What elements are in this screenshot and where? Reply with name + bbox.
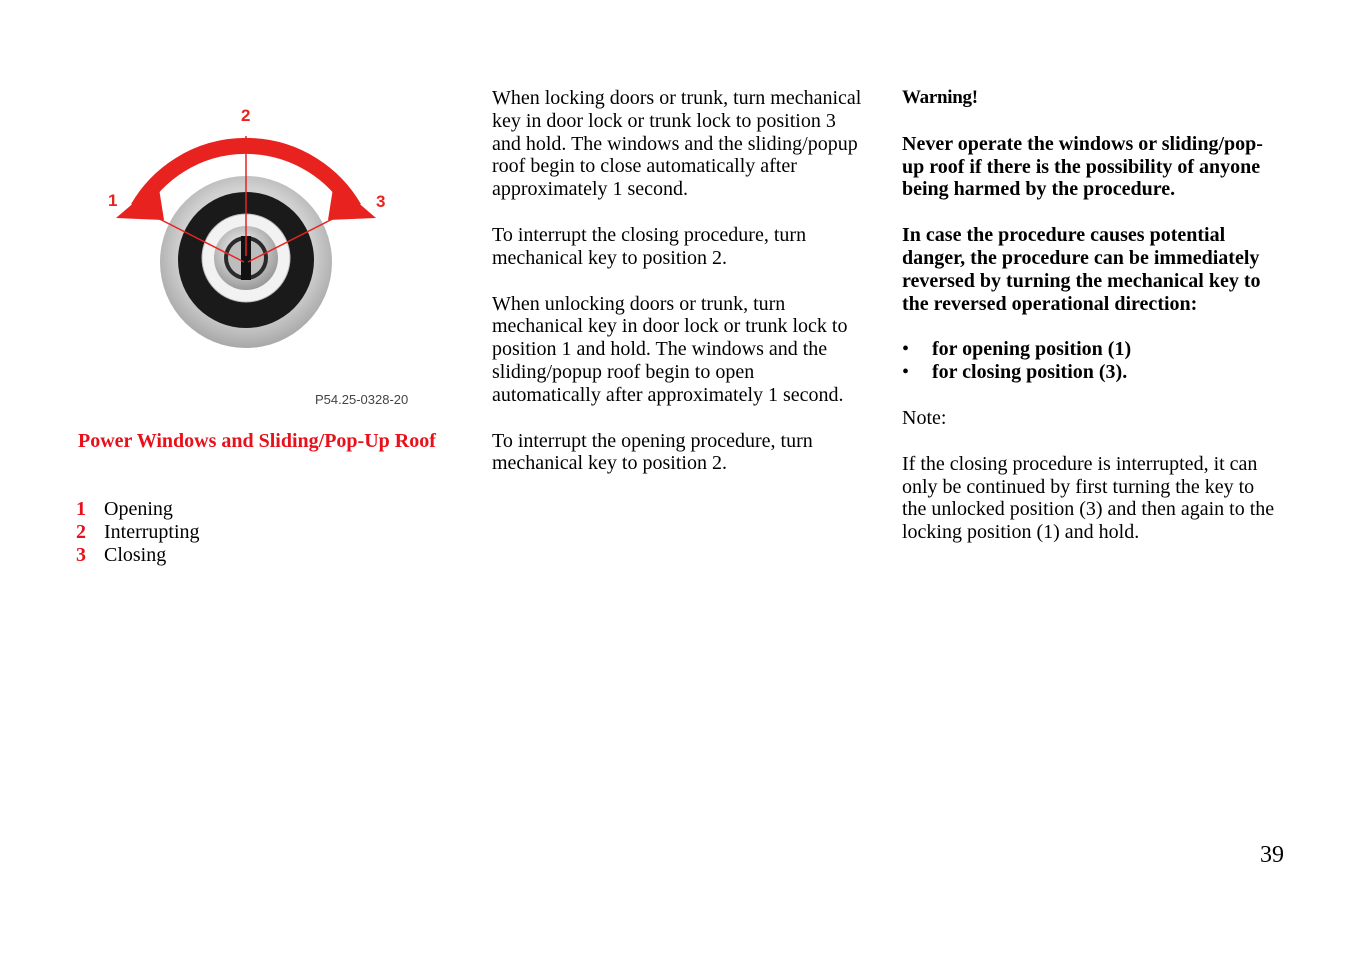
bullet: • <box>902 338 910 361</box>
list-item-text: for closing position (3). <box>932 361 1128 384</box>
label-position-2: 2 <box>241 106 251 125</box>
legend-item <box>76 498 200 521</box>
warning-paragraph-2: In case the procedure causes potential danger, the procedure can be immediately reversed by turning the mechanical key to the reversed operational direction: <box>902 224 1261 315</box>
note-text: If the closing procedure is interrupted, it can only be continued by first turning the key to the unlocked position (3) and then again to the locking position (1) and hold. <box>902 452 1275 544</box>
caption-title: Power Windows and Sliding/Pop-Up Roof <box>78 430 436 452</box>
list-item <box>902 361 1282 384</box>
instructions-column <box>492 87 862 498</box>
legend-item <box>76 521 200 544</box>
paragraph-unlocking: When unlocking doors or trunk, turn mechanical key in door lock or trunk lock to position 1 and hold. The windows and the sliding/popup roof begin to open automatically after approximately 1 second. <box>492 292 848 406</box>
paragraph-interrupt-opening: To interrupt the opening procedure, turn mechanical key to position 2. <box>492 429 813 475</box>
legend-item <box>76 544 200 567</box>
legend-label: Opening <box>104 498 173 520</box>
paragraph-locking: When locking doors or trunk, turn mechanical key in door lock or trunk lock to position 3 and hold. The windows and the sliding/popup roof begin to close automatically after approximately 1 second. <box>492 87 862 201</box>
figure-legend <box>76 498 200 567</box>
warning-paragraph-1: Never operate the windows or sliding/pop-up roof if there is the possibility of anyone being harmed by the procedure. <box>902 132 1263 201</box>
paragraph-interrupt-closing: To interrupt the closing procedure, turn mechanical key to position 2. <box>492 223 807 269</box>
note-label: Note: <box>902 406 947 429</box>
list-item <box>902 338 1282 361</box>
arrow-head-left <box>116 182 164 220</box>
list-item-text: for opening position (1) <box>932 338 1132 361</box>
figure-code: P54.25-0328-20 <box>315 392 409 407</box>
legend-label: Interrupting <box>104 521 200 543</box>
warning-column <box>902 87 1282 567</box>
label-position-1: 1 <box>108 191 118 210</box>
warning-title: Warning! <box>902 87 978 108</box>
page-number: 39 <box>1260 842 1284 868</box>
legend-number: 1 <box>76 498 86 520</box>
key-lock-diagram <box>76 96 456 416</box>
legend-number: 2 <box>76 521 86 543</box>
warning-list <box>902 338 1282 384</box>
bullet: • <box>902 361 910 384</box>
label-position-3: 3 <box>376 192 386 211</box>
legend-label: Closing <box>104 544 167 566</box>
legend-number: 3 <box>76 544 86 566</box>
arrow-head-right <box>328 182 376 220</box>
key-lock-figure <box>76 96 456 416</box>
